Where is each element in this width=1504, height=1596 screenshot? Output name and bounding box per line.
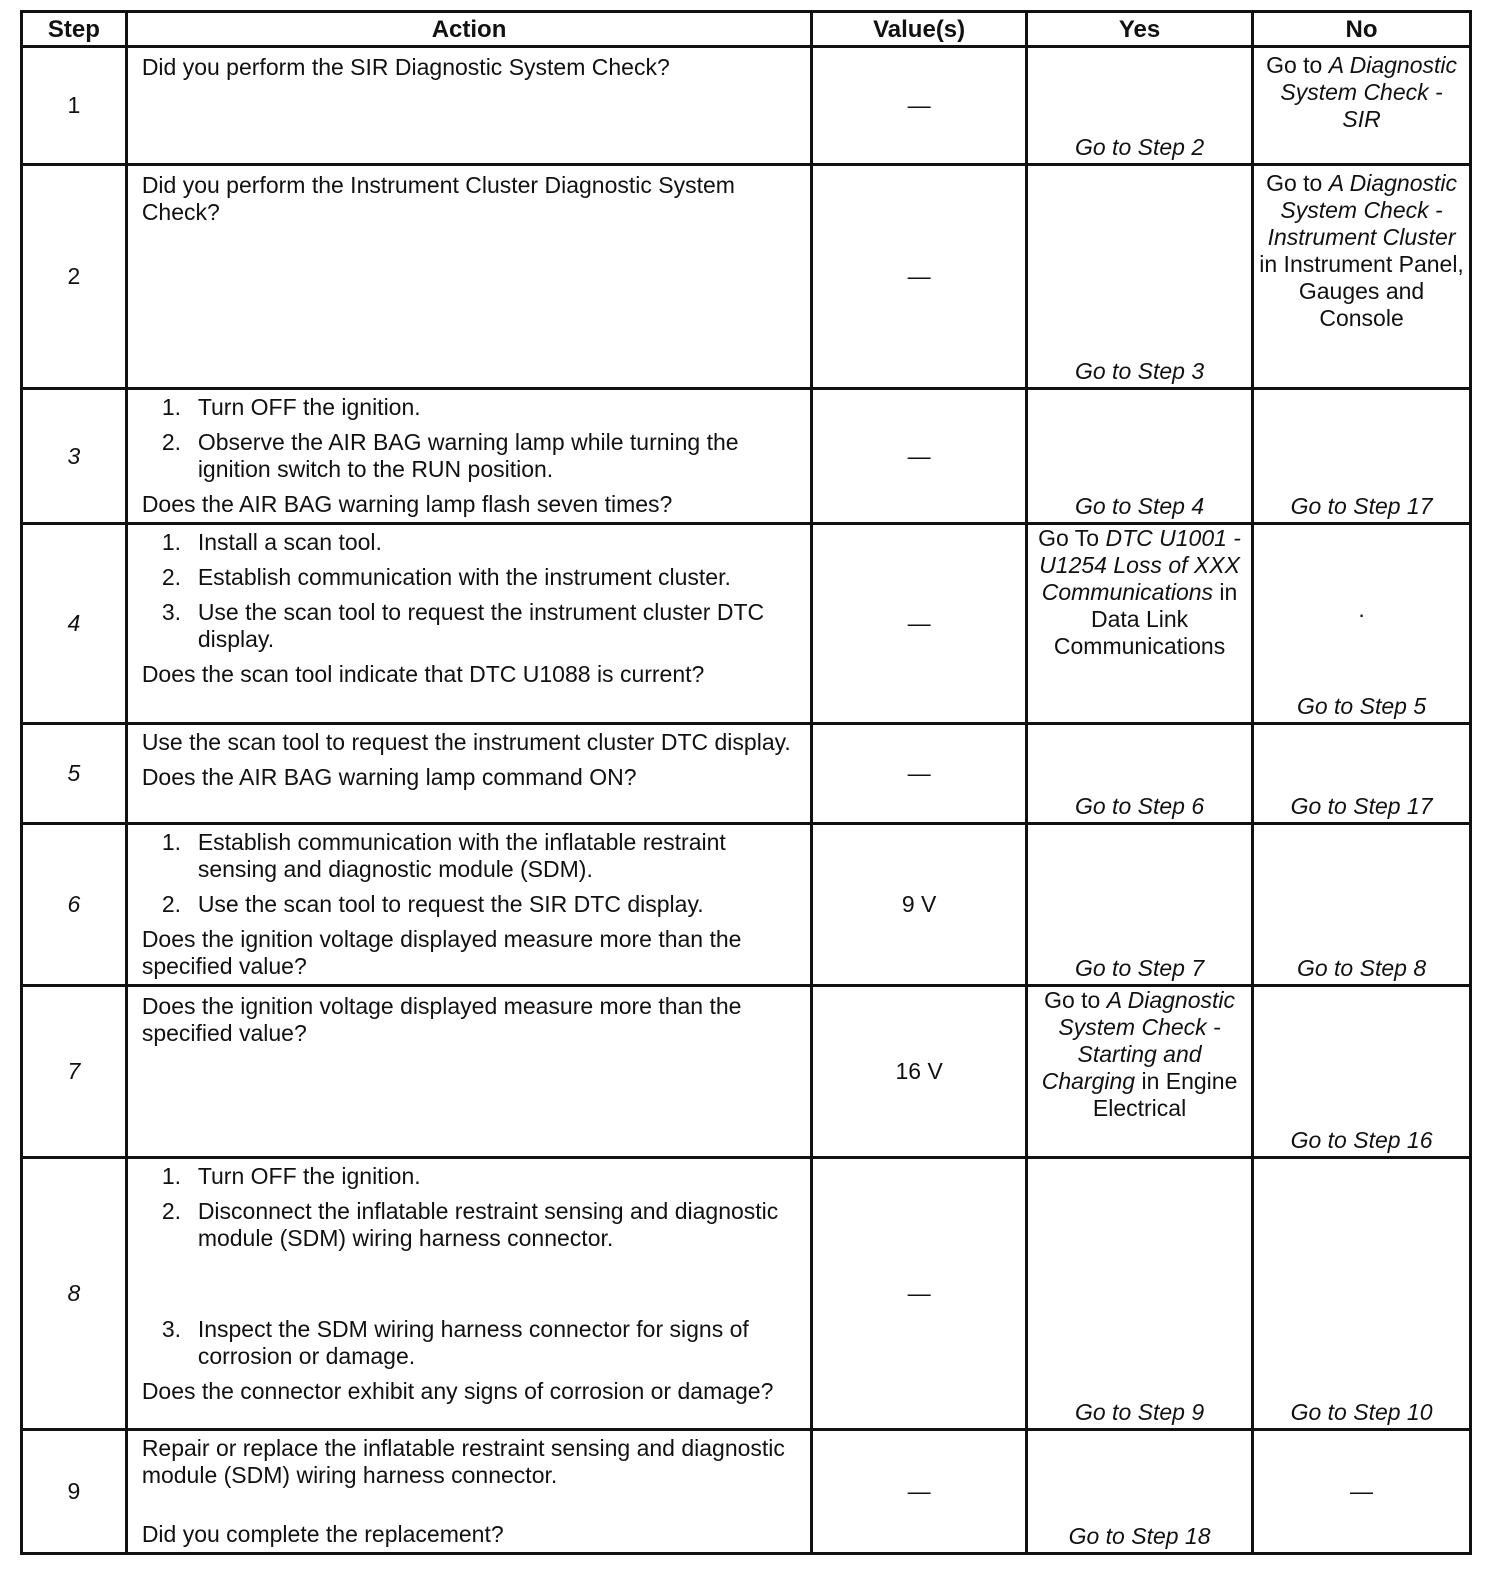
yes-link[interactable]: Go to Step 9 [1074, 1399, 1205, 1425]
action-instruction: Use the scan tool to request the instrument cluster DTC display. [141, 729, 791, 755]
yes-cell [1027, 389, 1253, 524]
no-link[interactable]: Go to Step 17 [1290, 493, 1433, 519]
yes-cell [1027, 165, 1253, 389]
action-question: Does the AIR BAG warning lamp flash seven times? [141, 491, 673, 517]
substep [142, 564, 800, 591]
value-cell: — [812, 724, 1027, 824]
step-number: 2 [22, 165, 127, 389]
action-spacer [142, 1489, 800, 1519]
yes-link-suffix: in Data Link Communications [1053, 579, 1238, 659]
step-number: 6 [22, 824, 127, 986]
substep-number: 3. [161, 1316, 181, 1342]
action-cell [126, 389, 811, 524]
substep-number: 2. [161, 564, 181, 590]
header-row [22, 12, 1471, 47]
value-cell: — [812, 389, 1027, 524]
yes-link[interactable]: Go to Step 7 [1074, 955, 1205, 981]
value-cell: — [812, 524, 1027, 724]
header-no: No [1253, 12, 1471, 47]
no-cell [1253, 524, 1471, 724]
yes-link[interactable]: Go to Step 18 [1068, 1523, 1211, 1549]
substep-text: Install a scan tool. [197, 529, 382, 555]
substep [142, 599, 800, 653]
no-cell [1253, 165, 1471, 389]
substep-text: Inspect the SDM wiring harness connector for signs of corrosion or damage. [197, 1316, 749, 1369]
yes-link[interactable]: Go to Step 4 [1074, 493, 1205, 519]
action-cell [126, 524, 811, 724]
value-cell: — [812, 1430, 1027, 1554]
action-cell [126, 724, 811, 824]
yes-link-target: A Diagnostic System Check - Starting and Charging [1041, 987, 1236, 1094]
action-question: Does the connector exhibit any signs of corrosion or damage? [141, 1378, 774, 1404]
no-link[interactable]: Go to Step 16 [1290, 1127, 1433, 1153]
yes-cell [1027, 1430, 1253, 1554]
value-cell: — [812, 47, 1027, 165]
substep-list [142, 1163, 800, 1370]
table-row [22, 1158, 1471, 1430]
header-values: Value(s) [812, 12, 1027, 47]
yes-cell [1027, 1158, 1253, 1430]
substep-number: 1. [161, 394, 181, 420]
yes-link[interactable]: Go to Step 3 [1074, 358, 1205, 384]
substep-text: Establish communication with the instrument cluster. [197, 564, 731, 590]
substep-text: Turn OFF the ignition. [197, 394, 421, 420]
no-link[interactable] [1259, 170, 1464, 331]
table-row [22, 524, 1471, 724]
table-row [22, 724, 1471, 824]
substep-number: 2. [161, 429, 181, 455]
action-question: Does the ignition voltage displayed measure more than the specified value? [141, 993, 742, 1046]
yes-cell [1027, 986, 1253, 1158]
table-row [22, 1430, 1471, 1554]
value-cell: 16 V [812, 986, 1027, 1158]
substep-number: 1. [161, 829, 181, 855]
substep-text: Turn OFF the ignition. [197, 1163, 421, 1189]
substep [142, 429, 800, 483]
no-cell [1253, 724, 1471, 824]
action-question: Does the ignition voltage displayed measure more than the specified value? [141, 926, 742, 979]
action-cell [126, 165, 811, 389]
header-step: Step [22, 12, 127, 47]
action-question: Did you perform the Instrument Cluster Diagnostic System Check? [141, 172, 735, 225]
yes-link-target: DTC U1001 - U1254 Loss of XXX Communications [1039, 525, 1241, 605]
step-number: 1 [22, 47, 127, 165]
action-question: Did you perform the SIR Diagnostic System Check? [141, 54, 670, 80]
table-row [22, 389, 1471, 524]
substep-text: Use the scan tool to request the instrument cluster DTC display. [197, 599, 765, 652]
no-cell [1253, 47, 1471, 165]
action-cell [126, 47, 811, 165]
substep-number: 1. [161, 1163, 181, 1189]
substep-text: Observe the AIR BAG warning lamp while turning the ignition switch to the RUN position. [197, 429, 739, 482]
value-cell: 9 V [812, 824, 1027, 986]
no-link[interactable]: Go to Step 10 [1290, 1399, 1433, 1425]
no-cell [1253, 1158, 1471, 1430]
value-cell: — [812, 1158, 1027, 1430]
step-number: 5 [22, 724, 127, 824]
yes-link-suffix: in Engine Electrical [1092, 1068, 1238, 1121]
yes-cell [1027, 47, 1253, 165]
substep [142, 891, 800, 918]
step-number: 8 [22, 1158, 127, 1430]
substep [142, 529, 800, 556]
substep [142, 1163, 800, 1190]
substep-number: 1. [161, 529, 181, 555]
substep [142, 829, 800, 883]
step-number: 3 [22, 389, 127, 524]
yes-link[interactable]: Go to Step 2 [1074, 134, 1205, 160]
no-cell [1253, 986, 1471, 1158]
yes-link[interactable]: Go to Step 6 [1074, 793, 1205, 819]
no-link-prefix: Go to [1266, 170, 1329, 196]
yes-cell [1027, 724, 1253, 824]
table-row [22, 986, 1471, 1158]
value-cell: — [812, 165, 1027, 389]
substep-list [142, 529, 800, 653]
substep-text: Disconnect the inflatable restraint sensing and diagnostic module (SDM) wiring harness connector. [197, 1198, 779, 1251]
action-question: Does the scan tool indicate that DTC U1088 is current? [141, 661, 705, 687]
action-cell [126, 986, 811, 1158]
no-link-target: A Diagnostic System Check - Instrument Cluster [1267, 170, 1457, 250]
stray-mark: . [1358, 596, 1365, 622]
table-row [22, 824, 1471, 986]
table-row [22, 165, 1471, 389]
substep [142, 394, 800, 421]
header-action: Action [126, 12, 811, 47]
no-link[interactable]: Go to Step 8 [1296, 955, 1427, 981]
substep-number: 2. [161, 891, 181, 917]
no-cell [1253, 389, 1471, 524]
substep-number: 3. [161, 599, 181, 625]
step-number: 9 [22, 1430, 127, 1554]
no-link[interactable]: Go to Step 5 [1296, 693, 1427, 719]
substep-list [142, 394, 800, 483]
header-yes: Yes [1027, 12, 1253, 47]
yes-link-prefix: Go To [1038, 525, 1106, 551]
substep-number: 2. [161, 1198, 181, 1224]
substep-spacer [142, 1260, 800, 1316]
substep-text: Use the scan tool to request the SIR DTC display. [197, 891, 704, 917]
action-instruction: Repair or replace the inflatable restraint sensing and diagnostic module (SDM) wiring harness connector. [141, 1435, 785, 1488]
substep-text: Establish communication with the inflatable restraint sensing and diagnostic module (SDM). [197, 829, 726, 882]
yes-link[interactable] [1038, 525, 1241, 659]
no-link-prefix: Go to [1266, 52, 1329, 78]
no-cell: — [1253, 1430, 1471, 1554]
yes-link-prefix: Go to [1044, 987, 1107, 1013]
substep [142, 1198, 800, 1252]
substep [142, 1316, 800, 1370]
yes-cell [1027, 824, 1253, 986]
action-cell [126, 824, 811, 986]
step-number: 4 [22, 524, 127, 724]
diagnostic-table [20, 10, 1472, 1555]
action-cell [126, 1430, 811, 1554]
no-link-suffix: in Instrument Panel, Gauges and Console [1259, 251, 1464, 331]
no-link-target: A Diagnostic System Check - SIR [1280, 52, 1457, 132]
action-question: Did you complete the replacement? [141, 1521, 504, 1547]
no-link[interactable]: Go to Step 17 [1290, 793, 1433, 819]
step-number: 7 [22, 986, 127, 1158]
no-link[interactable] [1266, 52, 1457, 132]
yes-cell [1027, 524, 1253, 724]
no-cell [1253, 824, 1471, 986]
action-question: Does the AIR BAG warning lamp command ON? [141, 764, 637, 790]
substep-list [142, 829, 800, 918]
table-row [22, 47, 1471, 165]
action-cell [126, 1158, 811, 1430]
yes-link[interactable] [1042, 987, 1238, 1121]
